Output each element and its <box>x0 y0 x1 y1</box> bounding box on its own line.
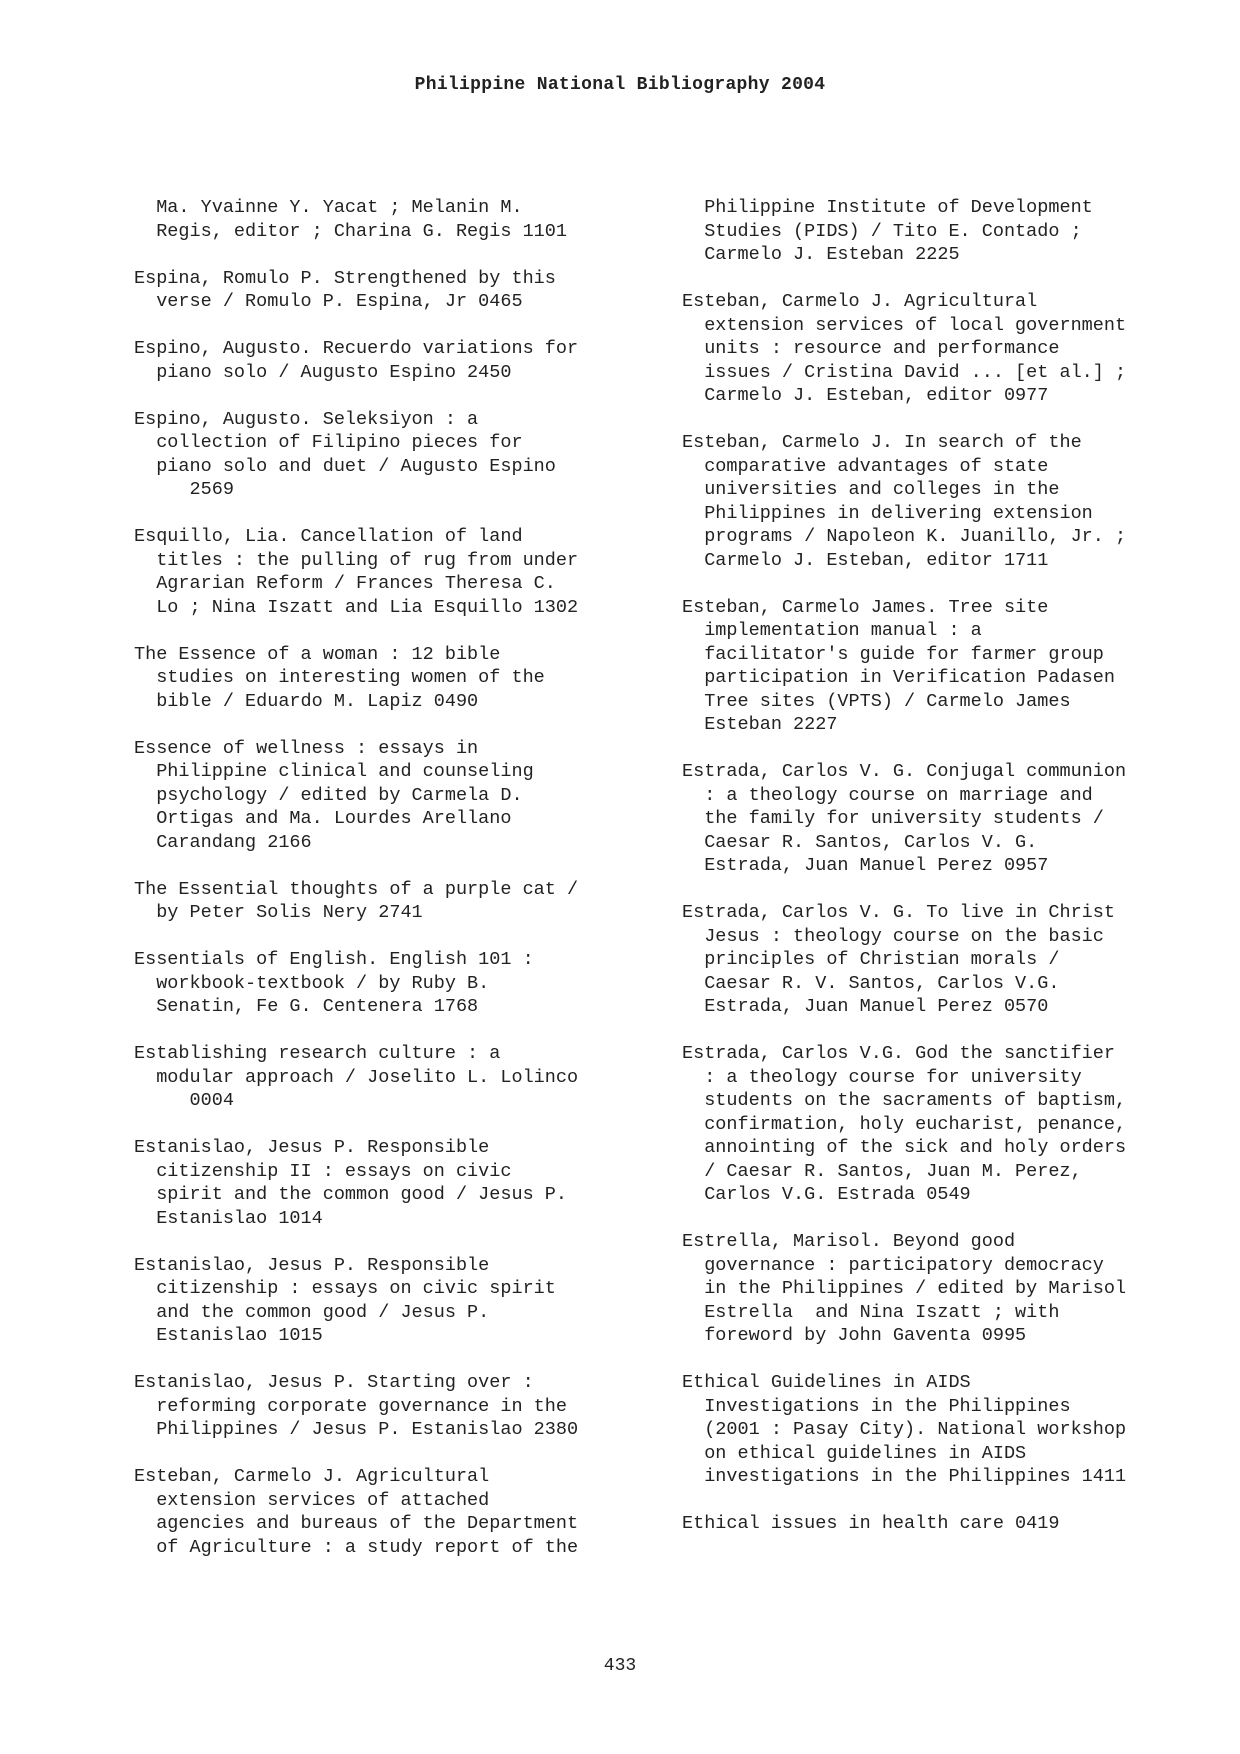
bibliography-entry <box>134 408 654 502</box>
entry-line: 0004 <box>134 1090 234 1111</box>
entry-line: / Caesar R. Santos, Juan M. Perez, <box>682 1160 1082 1182</box>
entry-line: the family for university students / <box>682 808 1104 829</box>
entry-line: Caesar R. V. Santos, Carlos V.G. <box>682 972 1060 994</box>
entry-line: The Essential thoughts of a purple cat / <box>134 878 579 900</box>
entry-line: Investigations in the Philippines <box>682 1395 1071 1417</box>
entry-line: confirmation, holy eucharist, penance, <box>682 1113 1127 1135</box>
entry-line: universities and colleges in the <box>682 479 1060 500</box>
entry-line: Essentials of English. English 101 : <box>134 949 534 970</box>
bibliography-entry <box>682 1230 1202 1348</box>
entry-line: Studies (PIDS) / Tito E. Contado ; <box>682 220 1082 242</box>
entry-line: Lo ; Nina Iszatt and Lia Esquillo 1302 <box>134 596 579 618</box>
entry-line: Esquillo, Lia. Cancellation of land <box>134 526 523 547</box>
bibliography-entry <box>682 431 1202 572</box>
entry-line: Espina, Romulo P. Strengthened by this <box>134 267 556 289</box>
bibliography-entry <box>134 1136 654 1230</box>
entry-line: and the common good / Jesus P. <box>134 1301 490 1323</box>
entry-line: Senatin, Fe G. Centenera 1768 <box>134 996 479 1017</box>
bibliography-entry <box>134 878 654 925</box>
entry-line: units : resource and performance <box>682 338 1060 359</box>
entry-line: collection of Filipino pieces for <box>134 432 523 453</box>
entry-line: Philippine clinical and counseling <box>134 761 534 782</box>
bibliography-entry <box>134 1254 654 1348</box>
entry-line: modular approach / Joselito L. Lolinco <box>134 1066 579 1088</box>
bibliography-entry <box>682 901 1202 1019</box>
page-number: 433 <box>603 1656 637 1676</box>
entry-line: Tree sites (VPTS) / Carmelo James <box>682 690 1071 712</box>
entry-line: Estrella and Nina Iszatt ; with <box>682 1301 1060 1323</box>
entry-line: Estrella, Marisol. Beyond good <box>682 1231 1016 1252</box>
entry-line: principles of Christian morals / <box>682 949 1060 970</box>
entry-line: Ma. Yvainne Y. Yacat ; Melanin M. <box>134 197 523 218</box>
entry-line: Esteban, Carmelo J. In search of the <box>682 432 1082 453</box>
entry-line: governance : participatory democracy <box>682 1254 1104 1276</box>
entry-line: Espino, Augusto. Recuerdo variations for <box>134 338 579 359</box>
entry-line: Estrada, Juan Manuel Perez 0957 <box>682 855 1049 876</box>
entry-line: The Essence of a woman : 12 bible <box>134 643 501 665</box>
entry-line: Estrada, Juan Manuel Perez 0570 <box>682 996 1049 1017</box>
entry-line: Esteban, Carmelo J. Agricultural <box>682 291 1038 312</box>
bibliography-entry <box>682 196 1202 267</box>
entry-line: titles : the pulling of rug from under <box>134 549 579 571</box>
entry-line: piano solo / Augusto Espino 2450 <box>134 361 512 383</box>
entry-line: piano solo and duet / Augusto Espino <box>134 455 556 477</box>
entry-line: : a theology course for university <box>682 1066 1082 1088</box>
bibliography-entry <box>134 737 654 855</box>
entry-line: comparative advantages of state <box>682 455 1049 477</box>
entry-line: Carmelo J. Esteban 2225 <box>682 244 960 265</box>
bibliography-entry <box>682 1371 1202 1489</box>
entry-line: Estanislao, Jesus P. Responsible <box>134 1254 490 1276</box>
entry-line: Estrada, Carlos V.G. God the sanctifier <box>682 1043 1115 1064</box>
entry-line: (2001 : Pasay City). National workshop <box>682 1419 1127 1440</box>
entry-line: Carmelo J. Esteban, editor 0977 <box>682 385 1049 406</box>
entry-line: Jesus : theology course on the basic <box>682 925 1104 947</box>
entry-line: 2569 <box>134 479 234 500</box>
entry-line: Ortigas and Ma. Lourdes Arellano <box>134 808 512 829</box>
entry-line: of Agriculture : a study report of the <box>134 1536 579 1558</box>
entry-line: verse / Romulo P. Espina, Jr 0465 <box>134 291 523 312</box>
bibliography-entry <box>134 1042 654 1113</box>
entry-line: workbook-textbook / by Ruby B. <box>134 972 490 994</box>
bibliography-entry <box>134 1371 654 1442</box>
bibliography-entry <box>682 290 1202 408</box>
entry-line: spirit and the common good / Jesus P. <box>134 1184 567 1205</box>
entry-line: annointing of the sick and holy orders <box>682 1137 1127 1158</box>
entry-line: reforming corporate governance in the <box>134 1395 567 1417</box>
entry-line: : a theology course on marriage and <box>682 784 1093 806</box>
entry-line: studies on interesting women of the <box>134 667 545 688</box>
entry-line: Caesar R. Santos, Carlos V. G. <box>682 831 1038 853</box>
entry-line: facilitator's guide for farmer group <box>682 643 1104 665</box>
entry-line: extension services of attached <box>134 1489 490 1511</box>
entry-line: investigations in the Philippines 1411 <box>682 1466 1127 1487</box>
entry-line: Esteban, Carmelo James. Tree site <box>682 596 1049 618</box>
entry-line: Philippine Institute of Development <box>682 197 1093 218</box>
bibliography-entry <box>134 643 654 714</box>
entry-line: psychology / edited by Carmela D. <box>134 784 523 806</box>
entry-line: in the Philippines / edited by Marisol <box>682 1278 1127 1299</box>
bibliography-entry <box>682 760 1202 878</box>
entry-line: Espino, Augusto. Seleksiyon : a <box>134 408 479 430</box>
bibliography-entry <box>134 1465 654 1559</box>
bibliography-entry <box>134 337 654 384</box>
entry-line: by Peter Solis Nery 2741 <box>134 902 423 923</box>
entry-line: Estanislao 1014 <box>134 1207 323 1229</box>
entry-line: Philippines / Jesus P. Estanislao 2380 <box>134 1419 579 1440</box>
entry-line: bible / Eduardo M. Lapiz 0490 <box>134 690 479 712</box>
left-column <box>134 196 654 1583</box>
entry-line: participation in Verification Padasen <box>682 667 1115 688</box>
entry-line: Ethical issues in health care 0419 <box>682 1513 1060 1534</box>
entry-line: Agrarian Reform / Frances Theresa C. <box>134 573 556 594</box>
entry-line: citizenship II : essays on civic <box>134 1160 512 1182</box>
entry-line: Carlos V.G. Estrada 0549 <box>682 1184 971 1205</box>
entry-line: Carmelo J. Esteban, editor 1711 <box>682 549 1049 571</box>
entry-line: agencies and bureaus of the Department <box>134 1513 579 1534</box>
bibliography-entry <box>134 948 654 1019</box>
entry-line: Estanislao 1015 <box>134 1325 323 1346</box>
entry-line: Esteban 2227 <box>682 714 838 735</box>
entry-line: programs / Napoleon K. Juanillo, Jr. ; <box>682 526 1127 547</box>
bibliography-entry <box>682 1512 1202 1536</box>
entry-line: Esteban, Carmelo J. Agricultural <box>134 1466 490 1487</box>
entry-line: Essence of wellness : essays in <box>134 737 479 759</box>
entry-line: Estanislao, Jesus P. Starting over : <box>134 1372 534 1393</box>
entry-line: Ethical Guidelines in AIDS <box>682 1372 971 1393</box>
right-column <box>682 196 1202 1559</box>
entry-line: citizenship : essays on civic spirit <box>134 1278 556 1299</box>
entry-line: Regis, editor ; Charina G. Regis 1101 <box>134 220 567 242</box>
entry-line: Establishing research culture : a <box>134 1043 501 1064</box>
bibliography-entry <box>682 1042 1202 1207</box>
entry-line: Estrada, Carlos V. G. Conjugal communion <box>682 761 1127 782</box>
bibliography-entry <box>682 596 1202 737</box>
entry-line: students on the sacraments of baptism, <box>682 1090 1127 1111</box>
bibliography-entry <box>134 525 654 619</box>
entry-line: Estanislao, Jesus P. Responsible <box>134 1137 490 1158</box>
entry-line: extension services of local government <box>682 314 1127 336</box>
entry-line: foreword by John Gaventa 0995 <box>682 1325 1027 1346</box>
entry-line: on ethical guidelines in AIDS <box>682 1442 1027 1464</box>
entry-line: Carandang 2166 <box>134 831 312 853</box>
bibliography-entry <box>134 267 654 314</box>
bibliography-entry <box>134 196 654 243</box>
entry-line: Philippines in delivering extension <box>682 502 1093 524</box>
entry-line: issues / Cristina David ... [et al.] ; <box>682 361 1127 383</box>
entry-line: implementation manual : a <box>682 620 982 641</box>
entry-line: Estrada, Carlos V. G. To live in Christ <box>682 902 1115 923</box>
page-title: Philippine National Bibliography 2004 <box>414 75 826 95</box>
